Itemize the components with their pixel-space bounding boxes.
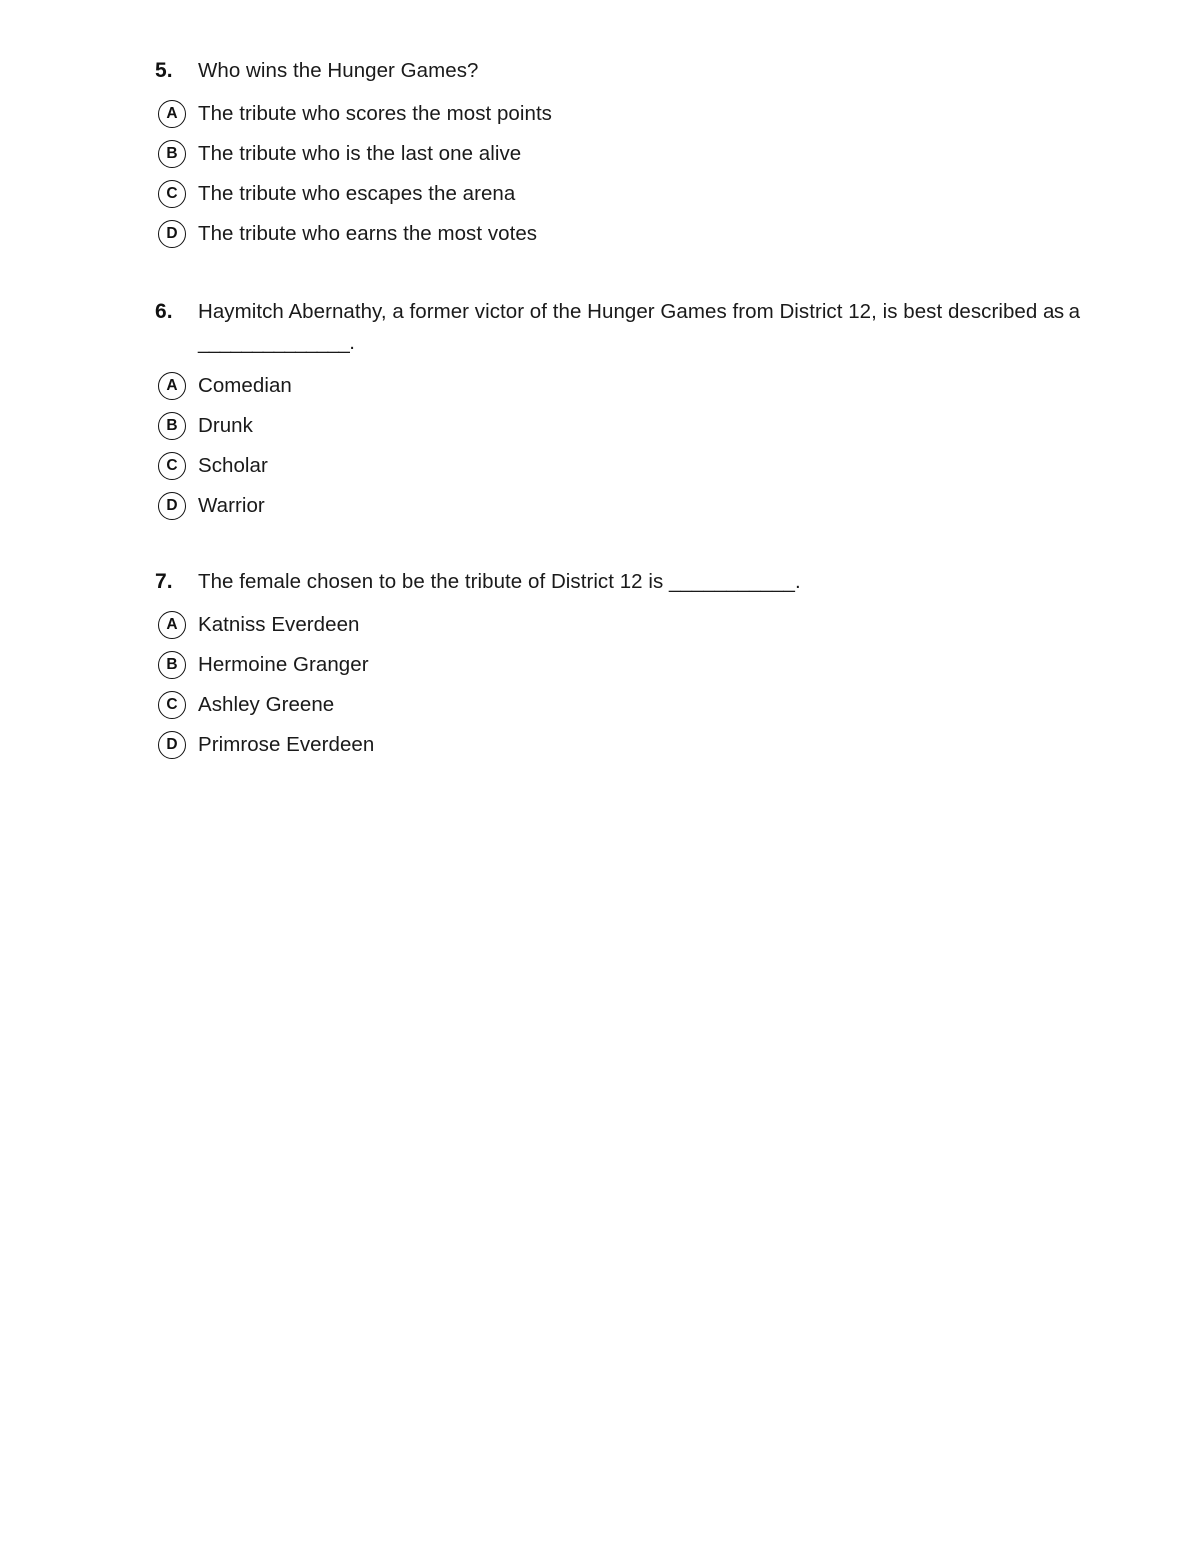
question-text-line-1: Who wins the Hunger Games? [198,59,479,82]
option-row-c[interactable] [155,685,1085,725]
question-block-6 [155,296,1085,526]
question-text [198,566,1085,597]
option-bubble-d-icon[interactable]: D [158,492,186,520]
question-text-line-1: The female chosen to be the tribute of District 12 is ___________. [198,570,801,593]
option-row-d[interactable] [155,725,1085,765]
option-label-b: Drunk [198,414,253,437]
option-label-a: Comedian [198,374,292,397]
option-bubble-c-icon[interactable]: C [158,452,186,480]
option-bubble-c-icon[interactable]: C [158,180,186,208]
option-label-d: Warrior [198,494,265,517]
option-list [155,366,1085,526]
option-row-b[interactable] [155,406,1085,446]
option-label-b: The tribute who is the last one alive [198,142,522,165]
question-text-line-2: as a ______________. [198,300,1080,354]
option-label-c: Ashley Greene [198,693,335,716]
question-row [155,55,1085,86]
option-list [155,94,1085,254]
option-bubble-d-icon[interactable]: D [158,220,186,248]
option-bubble-b-icon[interactable]: B [158,140,186,168]
question-number: 7. [155,570,173,593]
option-label-c: The tribute who escapes the arena [198,182,516,205]
option-bubble-a-icon[interactable]: A [158,611,186,639]
option-label-c: Scholar [198,454,268,477]
question-number: 5. [155,59,173,82]
option-bubble-b-icon[interactable]: B [158,412,186,440]
option-row-b[interactable] [155,645,1085,685]
option-row-d[interactable] [155,486,1085,526]
option-bubble-d-icon[interactable]: D [158,731,186,759]
question-text [198,296,1085,358]
option-label-b: Hermoine Granger [198,653,369,676]
option-label-a: Katniss Everdeen [198,613,360,636]
option-label-a: The tribute who scores the most points [198,102,552,125]
question-row [155,296,1085,358]
option-label-d: Primrose Everdeen [198,733,375,756]
option-bubble-b-icon[interactable]: B [158,651,186,679]
option-label-d: The tribute who earns the most votes [198,222,538,245]
option-bubble-a-icon[interactable]: A [158,372,186,400]
option-row-c[interactable] [155,174,1085,214]
option-row-a[interactable] [155,366,1085,406]
option-row-a[interactable] [155,94,1085,134]
question-number: 6. [155,300,173,323]
option-row-b[interactable] [155,134,1085,174]
option-row-a[interactable] [155,605,1085,645]
question-block-5 [155,55,1085,254]
option-row-c[interactable] [155,446,1085,486]
question-block-7 [155,566,1085,765]
option-bubble-c-icon[interactable]: C [158,691,186,719]
option-list [155,605,1085,765]
option-row-d[interactable] [155,214,1085,254]
question-text [198,55,1085,86]
question-row [155,566,1085,597]
option-bubble-a-icon[interactable]: A [158,100,186,128]
question-text-line-1: Haymitch Abernathy, a former victor of the Hunger Games from District 12, is best described [198,300,1038,323]
